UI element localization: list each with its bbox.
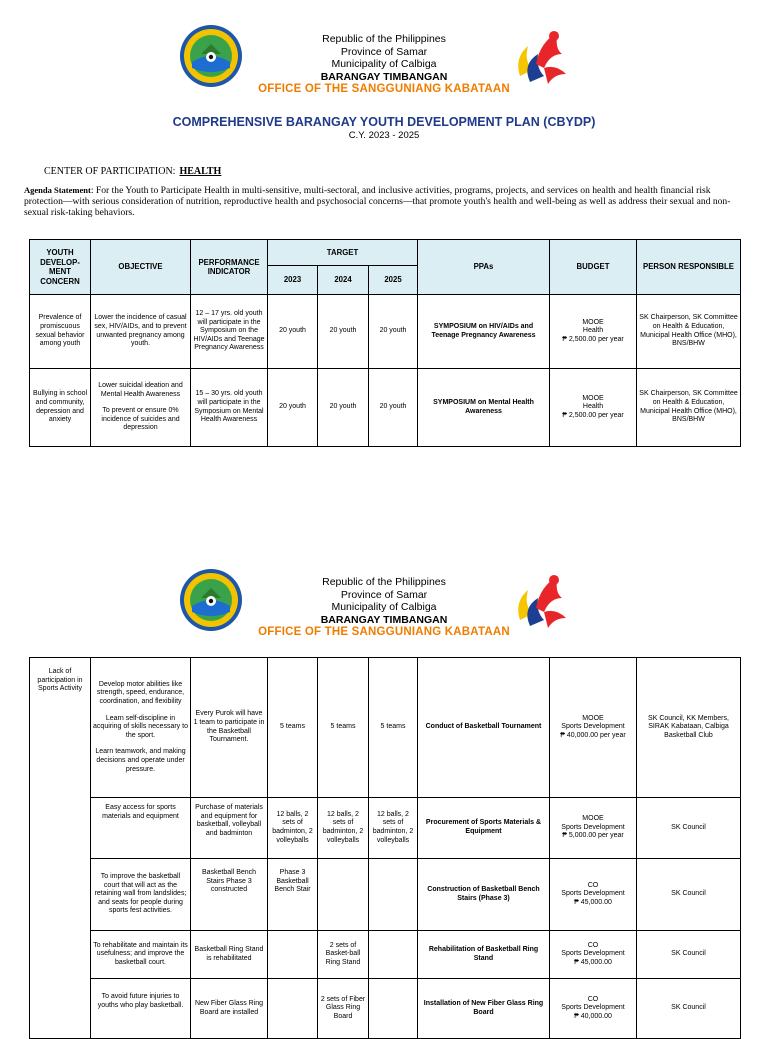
row-target-2023 (268, 931, 318, 979)
row-budget (550, 931, 637, 979)
row-ppa: Conduct of Basketball Tournament (418, 658, 550, 798)
row-target-2023: Phase 3 Basketball Bench Stair (268, 859, 318, 931)
objective-line: Develop motor abilities like strength, speed, endurance, coordination, and flexibility (96, 680, 185, 706)
header-2023: 2023 (268, 266, 318, 295)
letterhead-municipality: Municipality of Calbiga (331, 601, 437, 613)
row-indicator: New Fiber Glass Ring Board are installed (191, 979, 268, 1039)
row-person: SK Council (637, 979, 741, 1039)
row-ppa: SYMPOSIUM on HIV/AIDs and Teenage Pregnancy Awareness (418, 295, 550, 369)
row-indicator: 15 – 30 yrs. old youth will participate in the Symposium on Mental Health Awareness (191, 369, 268, 447)
budget-amount: ₱ 45,000.00 (574, 958, 612, 966)
header-person: PERSON RESPONSIBLE (637, 240, 741, 295)
row-budget (550, 979, 637, 1039)
objective-line: To prevent or ensure 0% incidence of suicides and depression (101, 407, 180, 432)
row-target-2024: 2 sets of Basket-ball Ring Stand (318, 931, 369, 979)
budget-fund: Sports Development (561, 723, 625, 731)
table-row (30, 369, 741, 447)
row-budget (550, 295, 637, 369)
row-target-2023: 20 youth (268, 295, 318, 369)
letterhead-province: Province of Samar (340, 588, 428, 601)
budget-type: MOOE (582, 394, 604, 402)
row-ppa: Installation of New Fiber Glass Ring Board (418, 979, 550, 1039)
row-person: SK Chairperson, SK Committee on Health & Education, Municipal Health Office (MHO), BNS/BHW (637, 369, 741, 447)
row-ppa: Construction of Basketball Bench Stairs (Phase 3) (418, 859, 550, 931)
row-target-2024: 20 youth (318, 295, 369, 369)
row-target-2024: 20 youth (318, 369, 369, 447)
row-budget (550, 369, 637, 447)
row-ppa: SYMPOSIUM on Mental Health Awareness (418, 369, 550, 447)
row-person: SK Chairperson, SK Committee on Health & Education, Municipal Health Office (MHO), BNS/BHW (637, 295, 741, 369)
row-indicator: Basketball Bench Stairs Phase 3 constructed (191, 859, 268, 931)
budget-fund: Health (582, 327, 604, 335)
row-objective: Lower the incidence of casual sex, HIV/AIDs, and to prevent unwanted pregnancy among youth. (91, 295, 191, 369)
row-target-2025 (369, 931, 418, 979)
sk-logo-icon (510, 24, 570, 92)
budget-amount: ₱ 45,000.00 (574, 898, 612, 906)
row-objective: To rehabilitate and maintain its usefulness; and improve the basketball court. (91, 931, 191, 979)
header-indicator: PERFORMANCE INDICATOR (191, 240, 268, 295)
row-objective: Easy access for sports materials and equipment (91, 798, 191, 859)
row-target-2023: 5 teams (268, 658, 318, 798)
budget-fund: Sports Development (561, 1004, 625, 1012)
table-row (30, 798, 741, 859)
row-objective: To improve the basketball court that will act as the retaining wall from landslides; and seats for people during sports fest activities. (91, 859, 191, 931)
budget-fund: Sports Development (561, 890, 625, 898)
budget-type: MOOE (582, 318, 604, 326)
row-target-2023 (268, 979, 318, 1039)
row-target-2024: 5 teams (318, 658, 369, 798)
document-page-2 (0, 565, 768, 1024)
table-row (30, 658, 741, 798)
letterhead-municipality: Municipality of Calbiga (331, 58, 437, 70)
center-of-participation (44, 166, 221, 177)
header-2024: 2024 (318, 266, 369, 295)
row-target-2023: 20 youth (268, 369, 318, 447)
letterhead-republic: Republic of the Philippines (322, 33, 446, 45)
budget-fund: Health (582, 403, 604, 411)
budget-amount: ₱ 5,000.00 per year (562, 832, 624, 840)
row-objective: To avoid future injuries to youths who play basketball. (91, 979, 191, 1039)
health-plan-table (29, 239, 741, 447)
budget-type: CO (587, 941, 599, 949)
objective-line: Learn self-discipline in acquiring of skills necessary to the sport. (93, 714, 188, 739)
budget-type: MOOE (582, 815, 604, 823)
header-2025: 2025 (369, 266, 418, 295)
header-target: TARGET (268, 240, 418, 266)
header-concern: YOUTH DEVELOP-MENT CONCERN (30, 240, 91, 295)
budget-amount: ₱ 40,000.00 per year (560, 731, 626, 739)
budget-amount: ₱ 2,500.00 per year (562, 335, 624, 343)
row-person: SK Council (637, 859, 741, 931)
budget-amount: ₱ 2,500.00 per year (562, 411, 624, 419)
agenda-statement (24, 185, 744, 218)
row-target-2025: 20 youth (369, 295, 418, 369)
row-indicator: Purchase of materials and equipment for basketball, volleyball and badminton (191, 798, 268, 859)
row-budget (550, 798, 637, 859)
row-objective (91, 369, 191, 447)
letterhead-office: OFFICE OF THE SANGGUNIANG KABATAAN (258, 626, 510, 638)
letterhead-office: OFFICE OF THE SANGGUNIANG KABATAAN (258, 83, 510, 95)
budget-amount: ₱ 40,000.00 (574, 1012, 612, 1020)
table-row (30, 859, 741, 931)
row-person: SK Council, KK Members, SIRAK Kabataan, Calbiga Basketball Club (637, 658, 741, 798)
row-concern: Prevalence of promiscuous sexual behavior among youth (30, 295, 91, 369)
row-concern: Lack of participation in Sports Activity (30, 658, 91, 1039)
objective-line: Lower suicidal ideation and Mental Health Awareness (98, 382, 183, 398)
sports-plan-table (29, 657, 741, 1039)
row-ppa: Procurement of Sports Materials & Equipment (418, 798, 550, 859)
budget-type: MOOE (582, 714, 604, 722)
row-target-2025: 12 balls, 2 sets of badminton, 2 volleyballs (369, 798, 418, 859)
row-concern: Bullying in school and community, depression and anxiety (30, 369, 91, 447)
objective-line: Learn teamwork, and making decisions and operate under pressure. (95, 748, 186, 773)
row-budget (550, 859, 637, 931)
row-indicator: Every Purok will have 1 team to participate in the Basketball Tournament. (191, 658, 268, 798)
budget-type: CO (587, 881, 599, 889)
letterhead-province: Province of Samar (340, 45, 428, 58)
row-budget (550, 658, 637, 798)
sk-logo-icon (510, 568, 570, 636)
row-target-2025: 20 youth (369, 369, 418, 447)
row-indicator: 12 – 17 yrs. old youth will participate in the Symposium on the HIV/AIDs and Teenage Pregnancy Awareness (191, 295, 268, 369)
header-objective: OBJECTIVE (91, 240, 191, 295)
row-person: SK Council (637, 931, 741, 979)
letterhead-barangay: BARANGAY TIMBANGAN (320, 613, 448, 626)
table-row (30, 931, 741, 979)
row-ppa: Rehabilitation of Basketball Ring Stand (418, 931, 550, 979)
agenda-label: Agenda Statement (24, 185, 91, 195)
center-value: HEALTH (179, 166, 222, 177)
row-target-2024: 2 sets of Fiber Glass Ring Board (318, 979, 369, 1039)
budget-type: CO (587, 995, 599, 1003)
letterhead-republic: Republic of the Philippines (322, 576, 446, 588)
table-row (30, 295, 741, 369)
plan-year: C.Y. 2023 - 2025 (348, 130, 420, 141)
header-ppas: PPAs (418, 240, 550, 295)
agenda-text: : For the Youth to Participate Health in multi-sensitive, multi-sectoral, and inclusive activities, programs, projects, and services on health and health financial risk protection—with serious consideration of nutrition, reproductive health and psychosocial concerns—that promote youth's health and well-being as well as address their sexual and non-sexual risk-taking behaviors. (24, 185, 731, 218)
row-indicator: Basketball Ring Stand is rehabilitated (191, 931, 268, 979)
plan-title: COMPREHENSIVE BARANGAY YOUTH DEVELOPMENT PLAN (CBYDP) (172, 115, 596, 129)
center-label: CENTER OF PARTICIPATION: (44, 166, 176, 177)
row-person: SK Council (637, 798, 741, 859)
row-target-2025 (369, 979, 418, 1039)
row-objective (91, 658, 191, 798)
budget-fund: Sports Development (561, 823, 625, 831)
budget-fund: Sports Development (561, 950, 625, 958)
row-target-2025: 5 teams (369, 658, 418, 798)
row-target-2025 (369, 859, 418, 931)
table-row (30, 979, 741, 1039)
row-target-2024: 12 balls, 2 sets of badminton, 2 volleyballs (318, 798, 369, 859)
row-target-2023: 12 balls, 2 sets of badminton, 2 volleyballs (268, 798, 318, 859)
letterhead-barangay: BARANGAY TIMBANGAN (320, 70, 448, 83)
row-target-2024 (318, 859, 369, 931)
header-budget: BUDGET (550, 240, 637, 295)
